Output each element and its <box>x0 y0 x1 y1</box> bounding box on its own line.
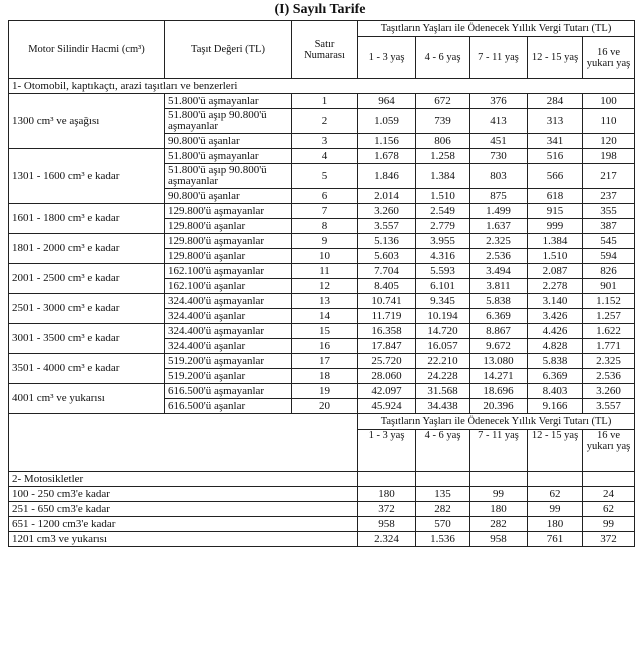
moto-header-age: 4 - 6 yaş <box>416 430 470 472</box>
engine-class: 1300 cm³ ve aşağısı <box>9 94 165 149</box>
engine-class: 1601 - 1800 cm³ e kadar <box>9 204 165 234</box>
engine-class: 3001 - 3500 cm³ e kadar <box>9 324 165 354</box>
tax-amount: 566 <box>528 164 583 189</box>
tax-amount: 180 <box>528 517 583 532</box>
tax-amount: 3.811 <box>470 279 528 294</box>
row-number: 12 <box>292 279 358 294</box>
tax-amount: 9.672 <box>470 339 528 354</box>
row-number: 15 <box>292 324 358 339</box>
tax-amount: 2.536 <box>583 369 635 384</box>
tax-amount: 45.924 <box>358 399 416 414</box>
tax-amount: 915 <box>528 204 583 219</box>
motorcycle-class: 1201 cm3 ve yukarısı <box>9 532 358 547</box>
header-cc: Motor Silindir Hacmi (cm³) <box>9 21 165 79</box>
tax-amount: 5.593 <box>416 264 470 279</box>
tax-amount: 2.536 <box>470 249 528 264</box>
vehicle-value: 324.400'ü aşanlar <box>165 339 292 354</box>
tax-amount: 739 <box>416 109 470 134</box>
tax-amount: 1.156 <box>358 134 416 149</box>
moto-header-age: 7 - 11 yaş <box>470 430 528 472</box>
tax-amount: 24 <box>583 487 635 502</box>
motorcycle-class: 251 - 650 cm3'e kadar <box>9 502 358 517</box>
row-number: 16 <box>292 339 358 354</box>
section-title: 1- Otomobil, kaptıkaçtı, arazi taşıtları ve benzerleri <box>9 79 635 94</box>
row-number: 3 <box>292 134 358 149</box>
tax-amount: 13.080 <box>470 354 528 369</box>
vehicle-value: 324.400'ü aşmayanlar <box>165 324 292 339</box>
tax-amount: 16.358 <box>358 324 416 339</box>
tax-amount: 10.741 <box>358 294 416 309</box>
tax-amount: 958 <box>358 517 416 532</box>
tax-amount: 2.278 <box>528 279 583 294</box>
row-number: 18 <box>292 369 358 384</box>
tax-amount: 1.846 <box>358 164 416 189</box>
header-age: 16 ve yukarı yaş <box>583 37 635 79</box>
header-tax: Taşıtların Yaşları ile Ödenecek Yıllık Vergi Tutarı (TL) <box>358 21 635 37</box>
blank-cell <box>358 472 416 487</box>
tax-amount: 34.438 <box>416 399 470 414</box>
tax-amount: 3.426 <box>528 309 583 324</box>
tax-amount: 99 <box>470 487 528 502</box>
row-number: 2 <box>292 109 358 134</box>
table-row <box>9 234 635 249</box>
table-row <box>9 502 635 517</box>
tax-amount: 2.324 <box>358 532 416 547</box>
tax-amount: 135 <box>416 487 470 502</box>
row-number: 1 <box>292 94 358 109</box>
row-number: 10 <box>292 249 358 264</box>
blank-cell <box>583 472 635 487</box>
tax-amount: 313 <box>528 109 583 134</box>
tax-amount: 198 <box>583 149 635 164</box>
row-number: 19 <box>292 384 358 399</box>
tax-amount: 1.152 <box>583 294 635 309</box>
tax-amount: 5.838 <box>528 354 583 369</box>
tax-amount: 3.260 <box>583 384 635 399</box>
row-number: 13 <box>292 294 358 309</box>
tax-amount: 1.059 <box>358 109 416 134</box>
tax-amount: 217 <box>583 164 635 189</box>
tax-amount: 341 <box>528 134 583 149</box>
tax-amount: 1.499 <box>470 204 528 219</box>
tax-amount: 826 <box>583 264 635 279</box>
row-number: 20 <box>292 399 358 414</box>
tax-amount: 16.057 <box>416 339 470 354</box>
tax-amount: 3.140 <box>528 294 583 309</box>
engine-class: 4001 cm³ ve yukarısı <box>9 384 165 414</box>
vehicle-value: 90.800'ü aşanlar <box>165 189 292 204</box>
tax-amount: 99 <box>583 517 635 532</box>
row-number: 7 <box>292 204 358 219</box>
motorcycle-class: 651 - 1200 cm3'e kadar <box>9 517 358 532</box>
header-age: 12 - 15 yaş <box>528 37 583 79</box>
tax-amount: 284 <box>528 94 583 109</box>
table-row <box>9 532 635 547</box>
vehicle-value: 129.800'ü aşanlar <box>165 249 292 264</box>
tax-amount: 28.060 <box>358 369 416 384</box>
tax-amount: 3.955 <box>416 234 470 249</box>
tax-amount: 120 <box>583 134 635 149</box>
tax-amount: 8.867 <box>470 324 528 339</box>
tax-amount: 100 <box>583 94 635 109</box>
table-row <box>9 294 635 309</box>
tax-amount: 958 <box>470 532 528 547</box>
vehicle-value: 129.800'ü aşmayanlar <box>165 204 292 219</box>
tax-amount: 803 <box>470 164 528 189</box>
moto-header-age: 16 ve yukarı yaş <box>583 430 635 472</box>
tax-amount: 1.771 <box>583 339 635 354</box>
tax-amount: 545 <box>583 234 635 249</box>
tax-amount: 237 <box>583 189 635 204</box>
table-row <box>9 149 635 164</box>
tax-amount: 2.014 <box>358 189 416 204</box>
moto-header-tax: Taşıtların Yaşları ile Ödenecek Yıllık Vergi Tutarı (TL) <box>358 414 635 430</box>
engine-class: 2501 - 3000 cm³ e kadar <box>9 294 165 324</box>
vehicle-value: 90.800'ü aşanlar <box>165 134 292 149</box>
tax-amount: 516 <box>528 149 583 164</box>
tax-amount: 1.536 <box>416 532 470 547</box>
tax-amount: 387 <box>583 219 635 234</box>
tax-amount: 3.557 <box>358 219 416 234</box>
row-number: 17 <box>292 354 358 369</box>
tax-amount: 24.228 <box>416 369 470 384</box>
vehicle-value: 129.800'ü aşmayanlar <box>165 234 292 249</box>
tax-amount: 1.678 <box>358 149 416 164</box>
engine-class: 1801 - 2000 cm³ e kadar <box>9 234 165 264</box>
tax-amount: 99 <box>528 502 583 517</box>
tax-amount: 999 <box>528 219 583 234</box>
tax-amount: 6.101 <box>416 279 470 294</box>
blank-cell <box>416 472 470 487</box>
tax-amount: 7.704 <box>358 264 416 279</box>
vehicle-value: 51.800'ü aşıp 90.800'ü aşmayanlar <box>165 164 292 189</box>
section-title: 2- Motosikletler <box>9 472 358 487</box>
table-row <box>9 487 635 502</box>
tax-amount: 2.087 <box>528 264 583 279</box>
tax-amount: 25.720 <box>358 354 416 369</box>
tax-amount: 282 <box>470 517 528 532</box>
table-row <box>9 384 635 399</box>
tax-amount: 180 <box>470 502 528 517</box>
tax-amount: 22.210 <box>416 354 470 369</box>
tax-amount: 594 <box>583 249 635 264</box>
vehicle-value: 51.800'ü aşıp 90.800'ü aşmayanlar <box>165 109 292 134</box>
tax-amount: 31.568 <box>416 384 470 399</box>
tax-amount: 1.257 <box>583 309 635 324</box>
engine-class: 2001 - 2500 cm³ e kadar <box>9 264 165 294</box>
tax-amount: 413 <box>470 109 528 134</box>
tax-amount: 2.325 <box>583 354 635 369</box>
tax-amount: 4.828 <box>528 339 583 354</box>
tax-amount: 10.194 <box>416 309 470 324</box>
tax-amount: 282 <box>416 502 470 517</box>
header-age: 4 - 6 yaş <box>416 37 470 79</box>
tax-amount: 806 <box>416 134 470 149</box>
page-title: (I) Sayılı Tarife <box>274 2 366 17</box>
tax-amount: 17.847 <box>358 339 416 354</box>
tax-amount: 901 <box>583 279 635 294</box>
tax-amount: 1.258 <box>416 149 470 164</box>
engine-class: 3501 - 4000 cm³ e kadar <box>9 354 165 384</box>
vehicle-value: 324.400'ü aşmayanlar <box>165 294 292 309</box>
tax-amount: 9.166 <box>528 399 583 414</box>
tax-amount: 372 <box>358 502 416 517</box>
tax-amount: 8.403 <box>528 384 583 399</box>
table-row <box>9 94 635 109</box>
header-age: 1 - 3 yaş <box>358 37 416 79</box>
table-row <box>9 264 635 279</box>
header-row-number: Satır Numarası <box>292 21 358 79</box>
tax-amount: 2.779 <box>416 219 470 234</box>
engine-class: 1301 - 1600 cm³ e kadar <box>9 149 165 204</box>
vehicle-value: 129.800'ü aşanlar <box>165 219 292 234</box>
tax-amount: 6.369 <box>470 309 528 324</box>
tax-amount: 42.097 <box>358 384 416 399</box>
row-number: 9 <box>292 234 358 249</box>
tax-amount: 1.637 <box>470 219 528 234</box>
tax-amount: 3.494 <box>470 264 528 279</box>
tax-amount: 3.557 <box>583 399 635 414</box>
row-number: 14 <box>292 309 358 324</box>
tax-amount: 376 <box>470 94 528 109</box>
row-number: 8 <box>292 219 358 234</box>
vehicle-value: 51.800'ü aşmayanlar <box>165 149 292 164</box>
tax-amount: 1.510 <box>528 249 583 264</box>
moto-header-age: 1 - 3 yaş <box>358 430 416 472</box>
tax-amount: 1.622 <box>583 324 635 339</box>
tax-amount: 6.369 <box>528 369 583 384</box>
section-row <box>9 472 635 487</box>
vehicle-value: 162.100'ü aşmayanlar <box>165 264 292 279</box>
moto-header-row <box>9 414 635 430</box>
motorcycle-class: 100 - 250 cm3'e kadar <box>9 487 358 502</box>
tax-amount: 14.720 <box>416 324 470 339</box>
header-age: 7 - 11 yaş <box>470 37 528 79</box>
tax-amount: 875 <box>470 189 528 204</box>
tax-amount: 672 <box>416 94 470 109</box>
vehicle-value: 616.500'ü aşanlar <box>165 399 292 414</box>
moto-header-age: 12 - 15 yaş <box>528 430 583 472</box>
tax-amount: 730 <box>470 149 528 164</box>
tax-amount: 372 <box>583 532 635 547</box>
tax-tariff-table <box>8 20 635 547</box>
tax-amount: 8.405 <box>358 279 416 294</box>
table-row <box>9 324 635 339</box>
vehicle-value: 519.200'ü aşanlar <box>165 369 292 384</box>
tax-amount: 180 <box>358 487 416 502</box>
tax-amount: 964 <box>358 94 416 109</box>
blank-cell <box>9 414 358 472</box>
tax-amount: 1.384 <box>528 234 583 249</box>
header-row <box>9 21 635 37</box>
tax-amount: 451 <box>470 134 528 149</box>
table-row <box>9 517 635 532</box>
section-row <box>9 79 635 94</box>
vehicle-value: 519.200'ü aşmayanlar <box>165 354 292 369</box>
row-number: 11 <box>292 264 358 279</box>
vehicle-value: 324.400'ü aşanlar <box>165 309 292 324</box>
tax-amount: 20.396 <box>470 399 528 414</box>
tax-amount: 1.510 <box>416 189 470 204</box>
vehicle-value: 162.100'ü aşanlar <box>165 279 292 294</box>
tax-amount: 570 <box>416 517 470 532</box>
tax-amount: 1.384 <box>416 164 470 189</box>
tax-amount: 761 <box>528 532 583 547</box>
blank-cell <box>470 472 528 487</box>
table-row <box>9 204 635 219</box>
blank-cell <box>528 472 583 487</box>
tax-amount: 2.549 <box>416 204 470 219</box>
table-row <box>9 354 635 369</box>
vehicle-value: 51.800'ü aşmayanlar <box>165 94 292 109</box>
row-number: 6 <box>292 189 358 204</box>
tax-amount: 14.271 <box>470 369 528 384</box>
tax-amount: 9.345 <box>416 294 470 309</box>
tax-amount: 5.136 <box>358 234 416 249</box>
header-value: Taşıt Değeri (TL) <box>165 21 292 79</box>
tax-amount: 5.838 <box>470 294 528 309</box>
tax-amount: 62 <box>583 502 635 517</box>
row-number: 5 <box>292 164 358 189</box>
tax-amount: 355 <box>583 204 635 219</box>
tax-amount: 110 <box>583 109 635 134</box>
tax-amount: 4.426 <box>528 324 583 339</box>
tax-amount: 4.316 <box>416 249 470 264</box>
tax-amount: 18.696 <box>470 384 528 399</box>
tax-amount: 2.325 <box>470 234 528 249</box>
tax-amount: 62 <box>528 487 583 502</box>
tax-amount: 11.719 <box>358 309 416 324</box>
tax-amount: 3.260 <box>358 204 416 219</box>
tax-amount: 618 <box>528 189 583 204</box>
vehicle-value: 616.500'ü aşmayanlar <box>165 384 292 399</box>
row-number: 4 <box>292 149 358 164</box>
tax-amount: 5.603 <box>358 249 416 264</box>
